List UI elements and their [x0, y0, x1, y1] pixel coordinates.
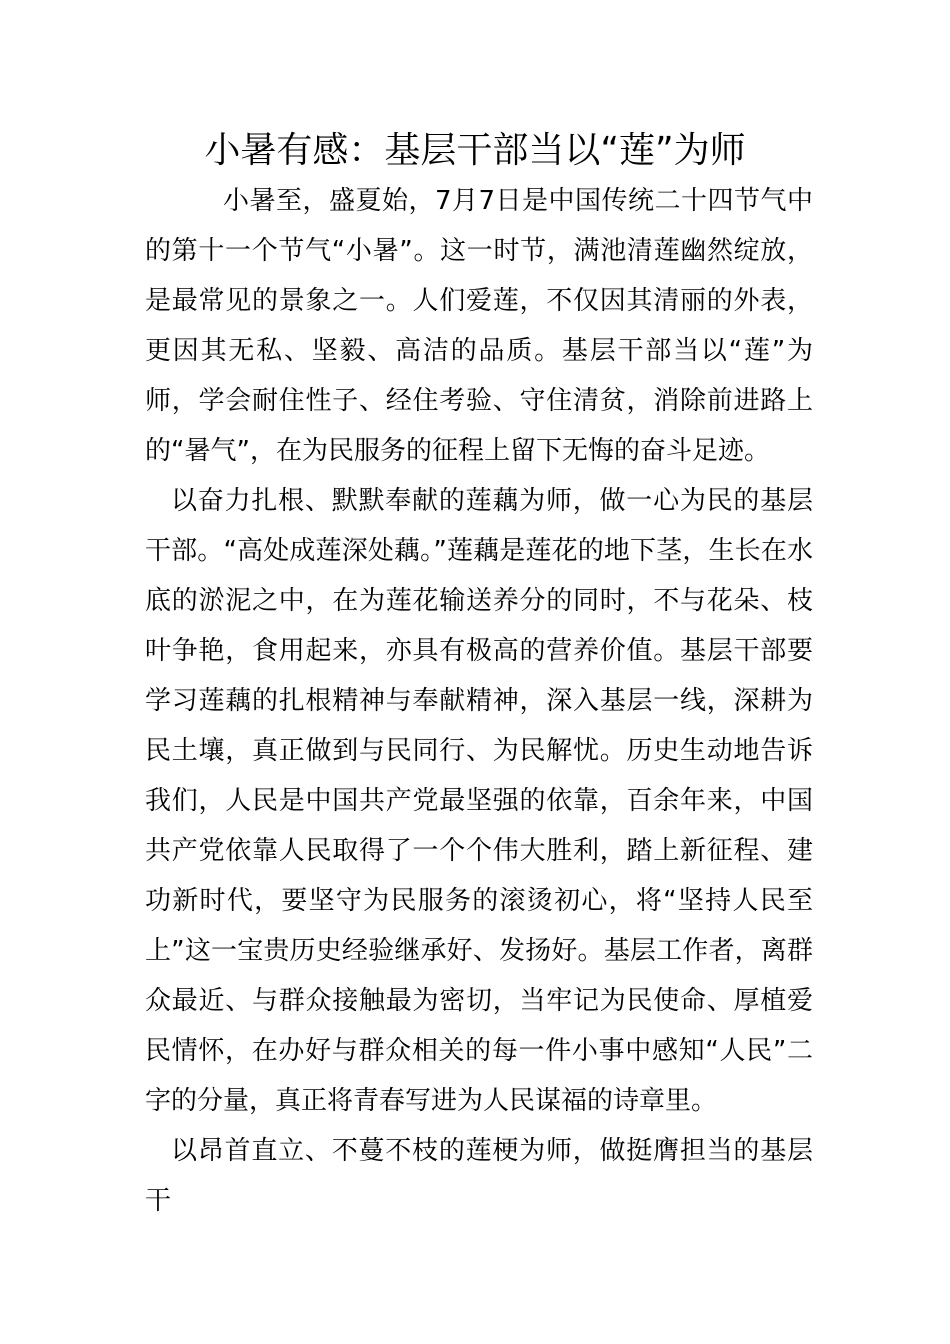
paragraph-1: 小暑至，盛夏始，7月7日是中国传统二十四节气中的第十一个节气“小暑”。这一时节，满池清莲幽然绽放，是最常见的景象之一。人们爱莲，不仅因其清丽的外表，更因其无私、坚毅、高洁的品质。基层干部当以“莲”为师，学会耐住性子、经住考验、守住清贫，消除前进路上的“暑气”，在为民服务的征程上留下无悔的奋斗足迹。 [145, 186, 813, 466]
document-body [145, 176, 813, 1226]
paragraph-2: 以奋力扎根、默默奉献的莲藕为师，做一心为民的基层干部。“高处成莲深处藕。”莲藕是莲花的地下茎，生长在水底的淤泥之中，在为莲花输送养分的同时，不与花朵、枝叶争艳，食用起来，亦具有极高的营养价值。基层干部要学习莲藕的扎根精神与奉献精神，深入基层一线，深耕为民土壤，真正做到与民同行、为民解忧。历史生动地告诉我们，人民是中国共产党最坚强的依靠，百余年来，中国共产党依靠人民取得了一个个伟大胜利，踏上新征程、建功新时代，要坚守为民服务的滚烫初心，将“坚持人民至上”这一宝贵历史经验继承好、发扬好。基层工作者，离群众最近、与群众接触最为密切，当牢记为民使命、厚植爱民情怀，在办好与群众相关的每一件小事中感知“人民”二字的分量，真正将青春写进为人民谋福的诗章里。 [145, 486, 813, 1116]
document-title: 小暑有感：基层干部当以“莲”为师 [204, 130, 746, 171]
paragraph-3: 以昂首直立、不蔓不枝的莲梗为师，做挺膺担当的基层干 [145, 1136, 813, 1216]
